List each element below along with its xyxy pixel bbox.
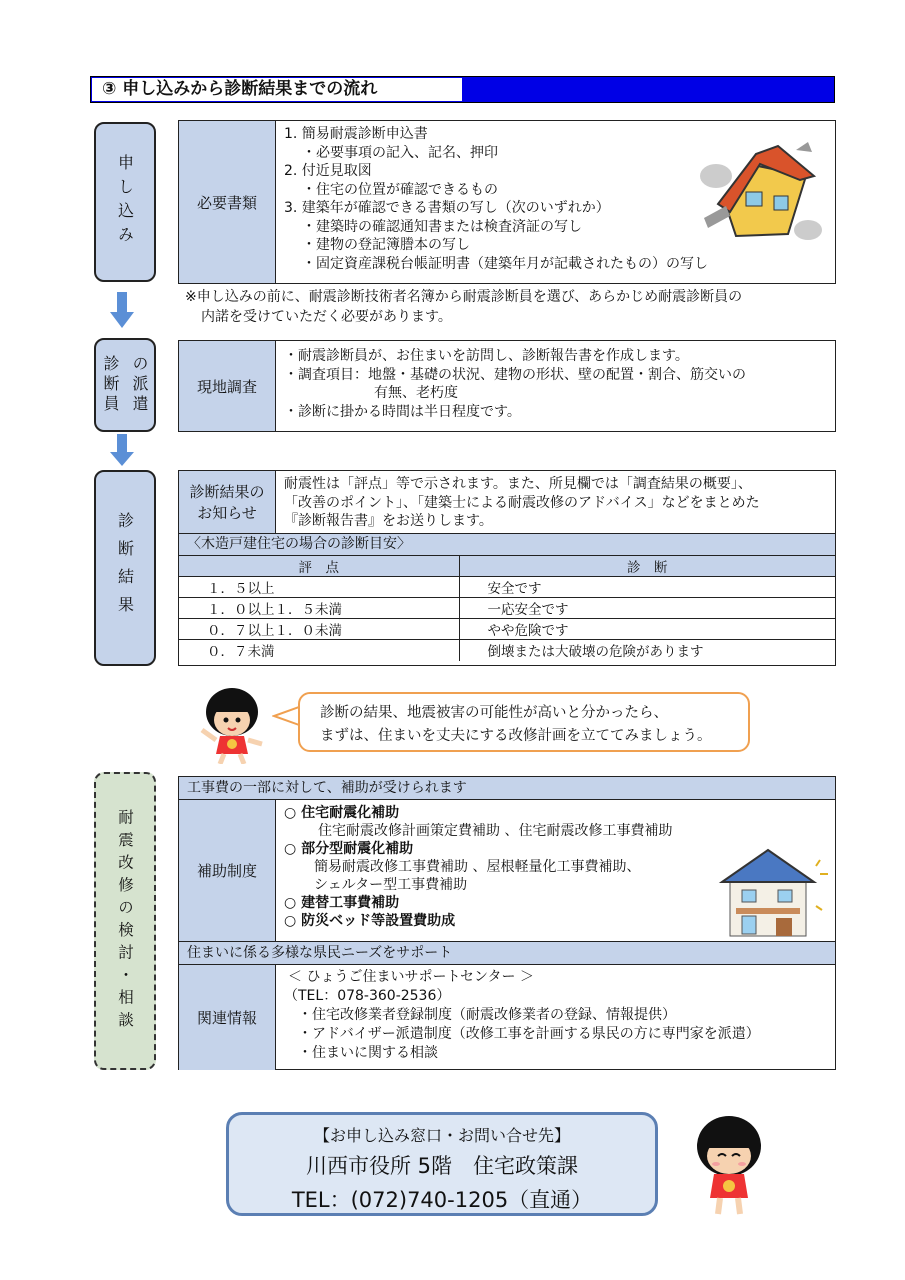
- subsidy-sub: 簡易耐震改修工事費補助 、屋根軽量化工事費補助、: [314, 859, 641, 875]
- related-line: ・アドバイザー派遣制度（改修工事を計画する県民の方に専門家を派遣）: [298, 1026, 760, 1042]
- subsidy-item: ○ 防災ベッド等設置費助成: [284, 913, 456, 929]
- table-row: [179, 619, 835, 640]
- score-cell: ０．７未満: [179, 640, 459, 661]
- documents-note-1: ※申し込みの前に、耐震診断技術者名簿から耐震診断員を選び、あらかじめ耐震診断員の: [185, 289, 743, 305]
- subsidy-item: ○ 部分型耐震化補助: [284, 841, 414, 857]
- step-result-label: 診断結果: [115, 512, 135, 624]
- survey-line: ・調査項目：地盤・基礎の状況、建物の形状、壁の配置・割合、筋交いの: [284, 366, 746, 383]
- subsidy-label: 補助制度: [179, 800, 276, 941]
- subsidy-header: 工事費の一部に対して、補助が受けられます: [179, 777, 835, 800]
- subsidy-sub: シェルター型工事費補助: [314, 877, 468, 893]
- survey-box: [178, 340, 836, 432]
- doc-sub: ・固定資産課税台帳証明書（建築年月が記載されたもの）の写し: [302, 255, 708, 272]
- advice-bubble: [298, 692, 750, 752]
- down-arrow-icon: [110, 434, 134, 470]
- diagnosis-cell: 安全です: [459, 577, 835, 598]
- diagnosis-cell: やや危険です: [459, 619, 835, 640]
- related-line: （TEL：078-360-2536）: [284, 988, 451, 1004]
- step-apply: [94, 122, 156, 282]
- related-line: ・住宅改修業者登録制度（耐震改修業者の登録、情報提供）: [298, 1007, 676, 1023]
- step-dispatch-label-2: 診断員: [101, 355, 120, 415]
- table-header-diagnosis: 診 断: [459, 556, 835, 577]
- result-text: [276, 471, 760, 533]
- related-header: 住まいに係る多様な県民ニーズをサポート: [179, 942, 835, 965]
- survey-label: 現地調査: [179, 341, 276, 431]
- score-cell: １．５以上: [179, 577, 459, 598]
- mascot-bowing-illustration: [688, 1112, 770, 1216]
- score-cell: １．０以上１．５未満: [179, 598, 459, 619]
- table-row: [179, 640, 835, 661]
- result-notice-row: [179, 471, 835, 533]
- result-label-1: 診断結果の: [189, 483, 265, 501]
- doc-sub: ・建物の登記簿謄本の写し: [302, 237, 470, 253]
- contact-tel: TEL：(072)740-1205（直通）: [291, 1188, 593, 1212]
- table-header-row: [179, 556, 835, 577]
- bubble-line-2: まずは、住まいを丈夫にする改修計画を立ててみましょう。: [320, 728, 712, 744]
- result-box: [178, 470, 836, 666]
- section-title-bar: [90, 76, 835, 103]
- house-illustration: [716, 846, 828, 938]
- documents-label: 必要書類: [179, 121, 276, 283]
- doc-item-3: 3. 建築年が確認できる書類の写し（次のいずれか）: [284, 200, 610, 216]
- result-line: 『診断報告書』をお送りします。: [284, 513, 493, 529]
- subsidy-item: ○ 住宅耐震化補助: [284, 805, 400, 821]
- mascot-illustration: [196, 684, 268, 764]
- table-row: [179, 598, 835, 619]
- doc-item-2: 2. 付近見取図: [284, 163, 372, 179]
- subsidy-item: ○ 建替工事費補助: [284, 895, 400, 911]
- step-retrofit-label: 耐震改修の検討・相談: [116, 808, 134, 1034]
- related-line: ・住まいに関する相談: [298, 1045, 438, 1061]
- score-cell: ０．７以上１．０未満: [179, 619, 459, 640]
- diagnosis-cell: 倒壊または大破壊の危険があります: [459, 640, 835, 661]
- survey-line: ・診断に掛かる時間は半日程度です。: [284, 403, 521, 420]
- step-dispatch: [94, 338, 156, 432]
- subsidy-sub: 住宅耐震改修計画策定費補助 、住宅耐震改修工事費補助: [318, 823, 673, 839]
- result-line: 「改善のポイント」、「建築士による耐震改修のアドバイス」などをまとめた: [284, 494, 760, 511]
- related-row: [179, 965, 835, 1070]
- bubble-line-1: 診断の結果、地震被害の可能性が高いと分かったら、: [320, 705, 668, 721]
- table-header-score: 評 点: [179, 556, 459, 577]
- survey-line: 有無、老朽度: [374, 385, 458, 401]
- doc-sub: ・必要事項の記入、記名、押印: [302, 144, 498, 161]
- step-result: [94, 470, 156, 666]
- result-label-2: お知らせ: [197, 504, 257, 522]
- documents-text: [276, 121, 708, 283]
- result-table: [179, 555, 835, 661]
- step-retrofit: [94, 772, 156, 1070]
- contact-box: [226, 1112, 658, 1216]
- collapsing-house-illustration: [696, 136, 826, 248]
- documents-note-2: 内諾を受けていただく必要があります。: [201, 309, 452, 325]
- section-title: ③ 申し込みから診断結果までの流れ: [92, 78, 462, 101]
- doc-sub: ・建築時の確認通知書または検査済証の写し: [302, 218, 582, 235]
- related-line: ＜ ひょうご住まいサポートセンター ＞: [288, 969, 534, 985]
- survey-text: [276, 341, 746, 431]
- step-apply-label: 申し込み: [115, 154, 135, 250]
- diagnosis-cell: 一応安全です: [459, 598, 835, 619]
- contact-office: 川西市役所 5階 住宅政策課: [305, 1154, 579, 1178]
- survey-line: ・耐震診断員が、お住まいを訪問し、診断報告書を作成します。: [284, 348, 689, 364]
- result-label: [179, 471, 276, 533]
- result-table-caption: 〈木造戸建住宅の場合の診断目安〉: [179, 533, 835, 555]
- doc-item-1: 1. 簡易耐震診断申込書: [284, 126, 428, 142]
- step-dispatch-label-1: の派遣: [130, 355, 149, 415]
- related-label: 関連情報: [179, 965, 276, 1070]
- table-row: [179, 577, 835, 598]
- result-line: 耐震性は「評点」等で示されます。また、所見欄では「調査結果の概要」、: [284, 476, 752, 492]
- down-arrow-icon: [110, 292, 134, 328]
- related-text: [276, 965, 760, 1070]
- contact-heading: 【お申し込み窓口・お問い合せ先】: [313, 1126, 570, 1145]
- doc-sub: ・住宅の位置が確認できるもの: [302, 181, 498, 198]
- subsidy-text: [276, 800, 672, 941]
